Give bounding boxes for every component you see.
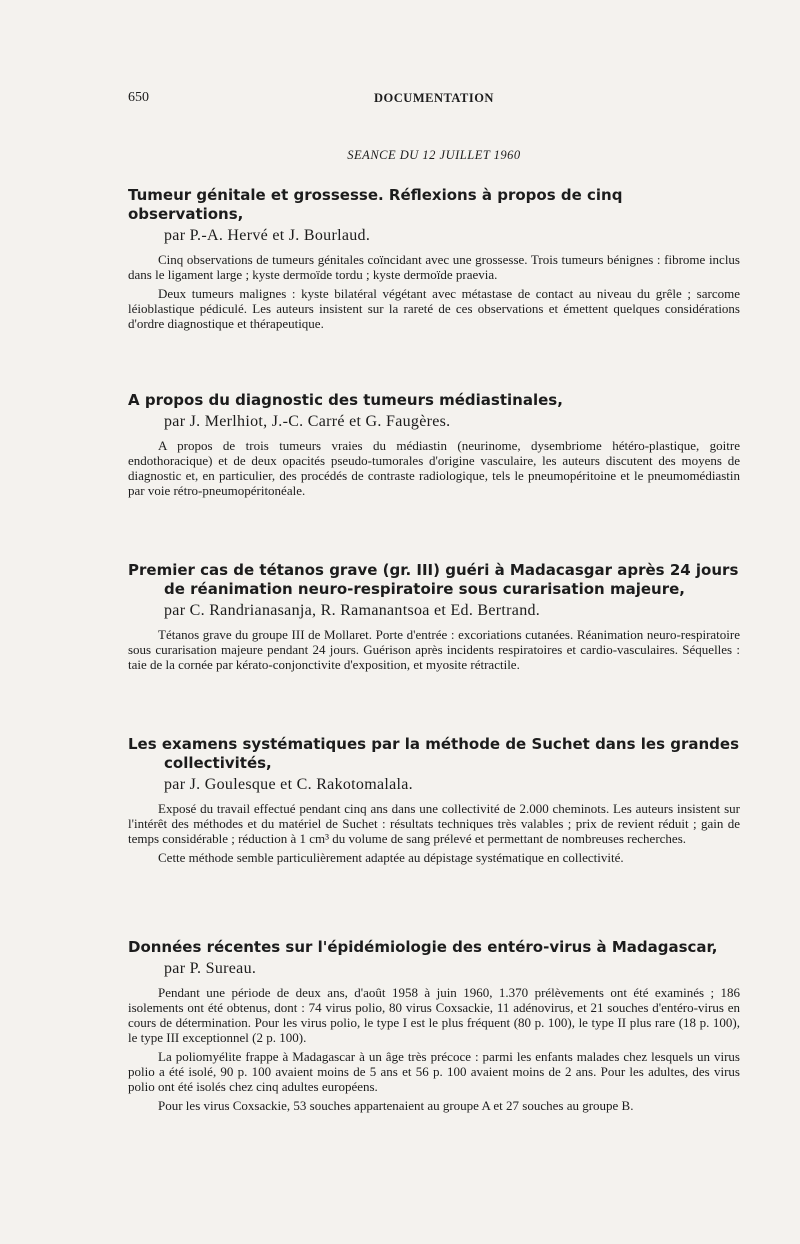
title-line: collectivités,	[164, 754, 272, 772]
article-title	[128, 391, 740, 410]
article-paragraph: Cette méthode semble particulièrement adaptée au dépistage systématique en collectivité.	[158, 850, 624, 865]
title-line: A propos du diagnostic des tumeurs médiastinales,	[128, 391, 563, 409]
article-title	[128, 561, 740, 599]
article-authors: par J. Merlhiot, J.-C. Carré et G. Faugères.	[164, 413, 451, 430]
running-head: DOCUMENTATION	[374, 91, 494, 105]
article-paragraph: Pendant une période de deux ans, d'août 1958 à juin 1960, 1.370 prélèvements ont été examinés ; 186 isolements ont été obtenus, dont : 74 virus polio, 80 virus Coxsackie, 11 adénovirus, et 21 souches d'entéro-virus en cours de détermination. Pour les virus polio, le type I est le plus fréquent (80 p. 100), le type II plus rare (18 p. 100), le type III exceptionnel (2 p. 100).	[128, 985, 740, 1045]
article-authors: par P.-A. Hervé et J. Bourlaud.	[164, 227, 371, 244]
article-5	[128, 938, 740, 1117]
article-4	[128, 735, 740, 869]
session-heading: SEANCE DU 12 JUILLET 1960	[347, 148, 521, 162]
title-line: Les examens systématiques par la méthode de Suchet dans les grandes	[128, 735, 740, 753]
article-authors: par P. Sureau.	[164, 960, 257, 977]
article-paragraph: Cinq observations de tumeurs génitales coïncidant avec une grossesse. Trois tumeurs bénignes : fibrome inclus dans le ligament large ; kyste dermoïde tordu ; kyste dermoïde praevia.	[128, 252, 740, 282]
article-paragraph: Exposé du travail effectué pendant cinq ans dans une collectivité de 2.000 cheminots. Les auteurs insistent sur l'intérêt des méthodes et du matériel de Suchet : résultats techniques très valables ; prix de revient réduit ; gain de temps considérable ; réduction à 1 cm³ du volume de sang prélevé et permettant de nombreuses recherches.	[128, 801, 740, 846]
article-paragraph: Tétanos grave du groupe III de Mollaret. Porte d'entrée : excoriations cutanées. Réanimation neuro-respiratoire sous curarisation majeure pendant 24 jours. Guérison après incidents respiratoires et cardio-vasculaires. Séquelles : taie de la cornée par kérato-conjonctivite d'exposition, et myosite rétractile.	[128, 627, 740, 672]
title-line: Données récentes sur l'épidémiologie des entéro-virus à Madagascar,	[128, 938, 718, 956]
article-title	[128, 938, 740, 957]
article-paragraph: Deux tumeurs malignes : kyste bilatéral végétant avec métastase de contact au niveau du grêle ; sarcome léioblastique pédiculé. Les auteurs insistent sur la rareté de ces observations et émettent quelques considérations d'ordre diagnostique et thérapeutique.	[128, 286, 740, 331]
article-authors: par J. Goulesque et C. Rakotomalala.	[164, 776, 413, 793]
page-header	[0, 90, 800, 110]
title-line: Tumeur génitale et grossesse. Réflexions à propos de cinq observations,	[128, 186, 623, 223]
article-title	[128, 186, 740, 224]
title-line: de réanimation neuro-respiratoire sous curarisation majeure,	[164, 580, 685, 598]
article-1	[128, 186, 740, 335]
article-3	[128, 561, 740, 676]
article-paragraph: Pour les virus Coxsackie, 53 souches appartenaient au groupe A et 27 souches au groupe B.	[158, 1098, 634, 1113]
article-authors: par C. Randrianasanja, R. Ramanantsoa et Ed. Bertrand.	[164, 602, 541, 619]
article-title	[128, 735, 740, 773]
article-paragraph: La poliomyélite frappe à Madagascar à un âge très précoce : parmi les enfants malades chez lesquels un virus polio a été isolé, 90 p. 100 avaient moins de 5 ans et 56 p. 100 avaient moins de 2 ans. Pour les adultes, des virus polio ont été isolés chez cinq adultes européens.	[128, 1049, 740, 1094]
page-number: 650	[128, 90, 149, 105]
title-line: Premier cas de tétanos grave (gr. III) guéri à Madacasgar après 24 jours	[128, 561, 739, 579]
article-2	[128, 391, 740, 502]
article-paragraph: A propos de trois tumeurs vraies du médiastin (neurinome, dysembriome hétéro-plastique, goitre endothoracique) et de deux opacités pseudo-tumorales d'origine vasculaire, les auteurs discutent des moyens de diagnostic et, en particulier, des procédés de contraste radiologique, tels le pneumopéritoine et le pneumomédiastin par voie rétro-pneumopéritonéale.	[128, 438, 740, 498]
